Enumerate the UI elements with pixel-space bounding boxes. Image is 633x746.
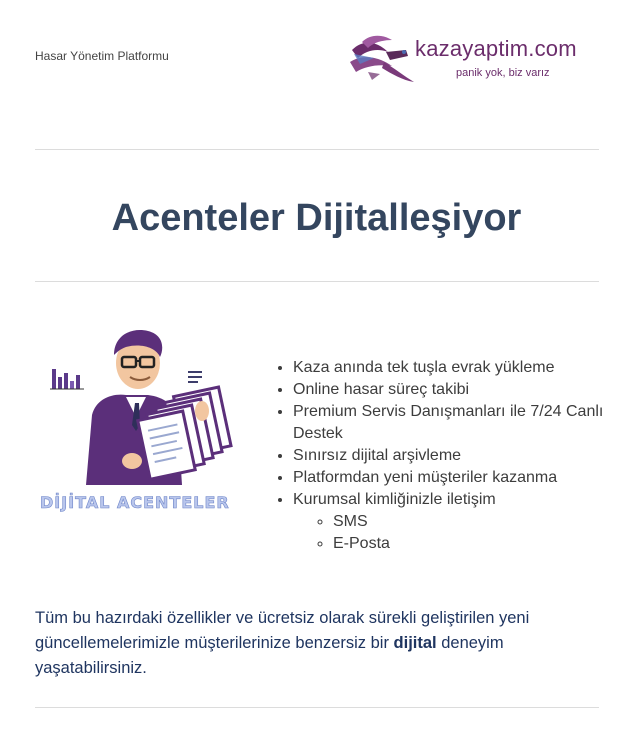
paragraph-bold-word: dijital: [393, 634, 437, 652]
platform-label: Hasar Yönetim Platformu: [35, 49, 169, 63]
digital-agent-illustration: [36, 325, 236, 525]
feature-item-label: Kurumsal kimliğinizle iletişim: [293, 491, 496, 508]
feature-item: • Premium Servis Danışmanları ile 7/24 Canlı Destek: [293, 401, 623, 445]
divider-top: [35, 149, 599, 150]
paragraph-text-before: Tüm bu hazırdaki özellikler ve ücretsiz olarak sürekli geliştirilen yeni güncellemelerimizle müşterilerinize benzersiz bir: [35, 609, 530, 652]
feature-item: • Online hasar süreç takibi: [293, 379, 623, 401]
paragraph-text-after: deneyim yaşatabilirsiniz.: [35, 634, 504, 677]
logo-text: kazayaptim.com: [415, 36, 577, 61]
divider-bottom: [35, 707, 599, 708]
sub-feature-item: ◦ SMS: [333, 511, 623, 533]
page-title: Acenteler Dijitalleşiyor: [111, 197, 522, 239]
feature-item: • Kaza anında tek tuşla evrak yükleme: [293, 357, 623, 379]
email-header: [0, 0, 633, 100]
divider-middle: [35, 281, 599, 282]
sub-feature-item: ◦ E-Posta: [333, 533, 623, 555]
businessman-documents-icon: [36, 325, 236, 490]
feature-list: [275, 357, 623, 555]
illustration-caption: DİJİTAL ACENTELER: [40, 493, 230, 512]
feature-item: • Sınırsız dijital arşivleme: [293, 445, 623, 467]
closing-paragraph: [35, 606, 595, 681]
bird-logo-icon: [348, 28, 418, 88]
feature-item: • Platformdan yeni müşteriler kazanma: [293, 467, 623, 489]
kazayaptim-logo[interactable]: [348, 28, 588, 88]
channel-sublist: [293, 511, 623, 555]
feature-item-with-sublist: [293, 489, 623, 555]
logo-slogan: panik yok, biz varız: [456, 67, 550, 79]
